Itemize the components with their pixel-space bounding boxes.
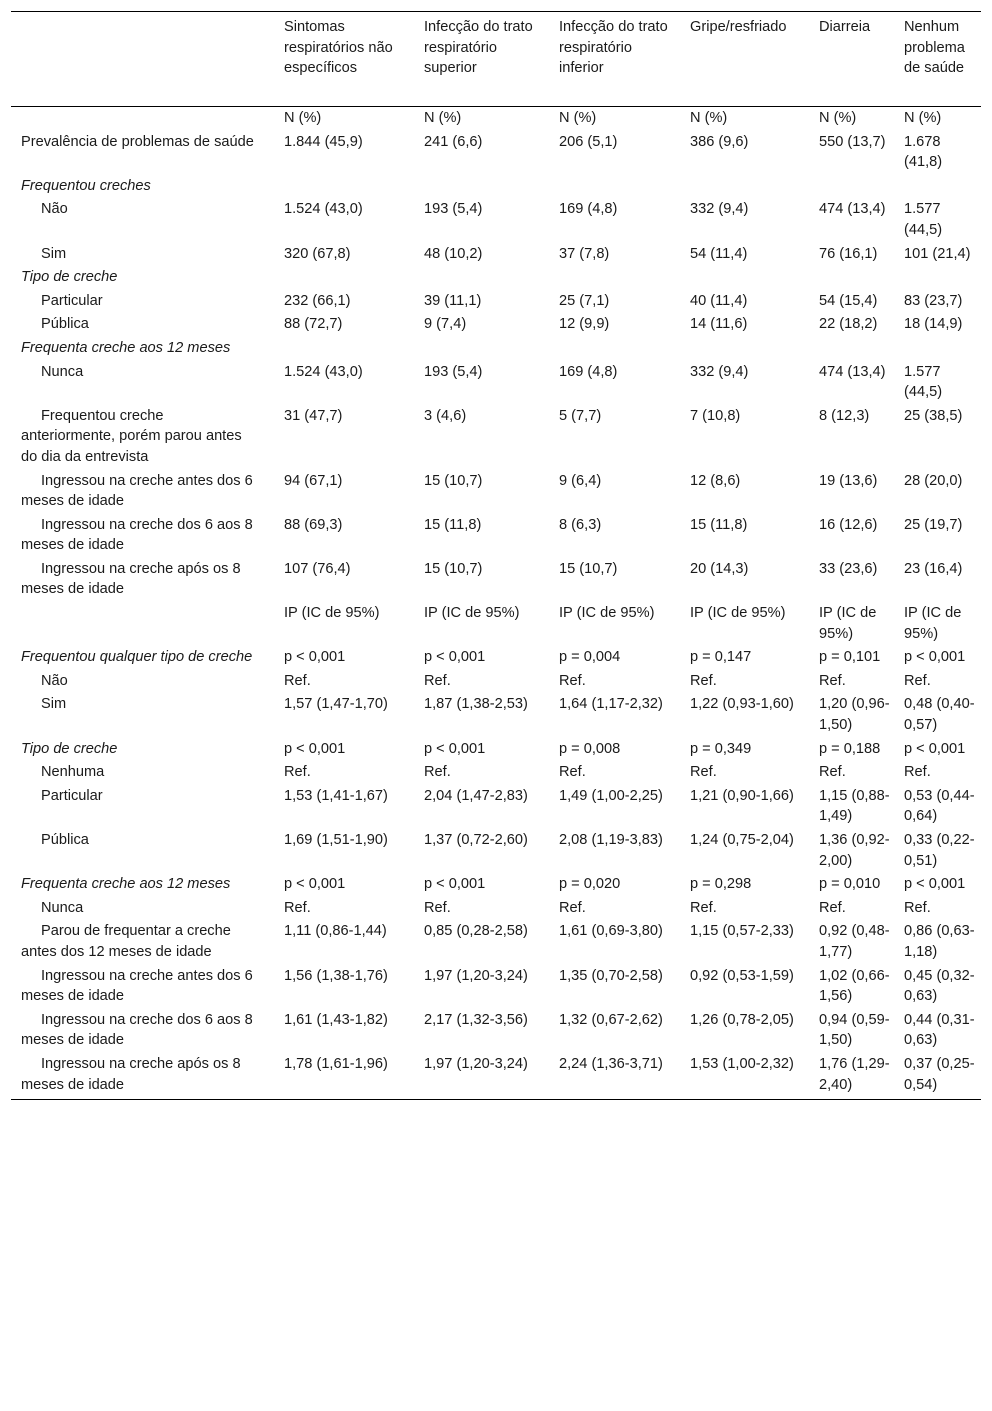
table-cell: [809, 175, 894, 199]
table-cell: 20 (14,3): [690, 560, 749, 577]
table-cell: 1,64 (1,17-2,32): [559, 696, 663, 713]
table-cell: 15 (10,7): [559, 560, 618, 577]
table-cell: 1,37 (0,72-2,60): [424, 832, 528, 848]
table-cell: Ref.: [690, 764, 717, 781]
table-cell: Ref.: [819, 672, 846, 689]
table-cell: [680, 337, 809, 361]
table-cell: Ref.: [424, 764, 451, 781]
table-row: [11, 1053, 981, 1100]
table-cell: 1,21 (0,90-1,66): [690, 787, 794, 804]
table-cell: 320 (67,8): [284, 245, 351, 262]
table-cell: p = 0,004: [559, 649, 621, 666]
row-label: Pública: [41, 832, 89, 848]
table-cell: [680, 175, 809, 199]
table-cell: 1,49 (1,00-2,25): [559, 787, 663, 804]
table-row: [11, 829, 981, 873]
table-cell: 1,24 (0,75-2,04): [690, 832, 794, 848]
table-cell: 1,15 (0,57-2,33): [690, 923, 794, 940]
table-cell: [549, 337, 680, 361]
table-cell: Ref.: [819, 764, 846, 781]
table-cell: 1.524 (43,0): [284, 201, 363, 218]
table-cell: p = 0,010: [819, 876, 881, 893]
row-label: Sim: [41, 245, 67, 262]
table-cell: 332 (9,4): [690, 201, 749, 218]
table-cell: [549, 175, 680, 199]
table-cell: 232 (66,1): [284, 292, 351, 309]
table-cell: 33 (23,6): [819, 560, 878, 577]
table-cell: 1,97 (1,20-3,24): [424, 967, 528, 984]
table-cell: Ref.: [284, 672, 311, 689]
row-label: Frequenta creche aos 12 meses: [21, 339, 231, 356]
header-cell: Gripe/resfriado: [690, 19, 787, 35]
table-cell: 15 (10,7): [424, 560, 483, 577]
table-cell: N (%): [284, 110, 322, 126]
table-cell: 5 (7,7): [559, 407, 602, 424]
table-cell: 88 (69,3): [284, 516, 343, 533]
table-cell: 7 (10,8): [690, 407, 741, 424]
table-row: [11, 175, 981, 199]
table-cell: 2,24 (1,36-3,71): [559, 1055, 663, 1072]
table-cell: 3 (4,6): [424, 407, 467, 424]
row-label: Nenhuma: [41, 764, 105, 781]
row-label: Não: [41, 201, 68, 218]
table-row: [11, 243, 981, 267]
table-row: [11, 313, 981, 337]
row-label: [11, 602, 274, 646]
table-cell: Ref.: [904, 899, 931, 916]
table-cell: p = 0,101: [819, 649, 881, 666]
table-cell: 0,85 (0,28-2,58): [424, 923, 528, 940]
table-cell: 386 (9,6): [690, 133, 749, 150]
row-label: Ingressou na creche após os 8 meses de idade: [21, 560, 241, 598]
table-cell: [274, 175, 414, 199]
table-cell: 101 (21,4): [904, 245, 971, 262]
row-label: [11, 107, 274, 131]
table-row: [11, 361, 981, 405]
table-cell: 332 (9,4): [690, 363, 749, 380]
table-cell: 54 (11,4): [690, 245, 748, 262]
results-table: [11, 11, 981, 1100]
table-cell: 241 (6,6): [424, 133, 483, 150]
table-row: [11, 785, 981, 829]
table-cell: 1.844 (45,9): [284, 133, 363, 150]
table-cell: 9 (7,4): [424, 316, 467, 333]
table-cell: 0,92 (0,53-1,59): [690, 967, 794, 984]
table-cell: 1,15 (0,88-1,49): [819, 787, 890, 825]
table-cell: [894, 266, 981, 290]
table-cell: IP (IC de 95%): [559, 605, 655, 622]
row-label: Tipo de creche: [21, 269, 118, 286]
row-label: Nunca: [41, 899, 84, 916]
table-cell: 14 (11,6): [690, 316, 748, 333]
table-cell: 54 (15,4): [819, 292, 878, 309]
table-cell: N (%): [690, 110, 728, 126]
table-row: [11, 405, 981, 470]
table-row: [11, 965, 981, 1009]
table-row: [11, 920, 981, 964]
table-cell: [549, 266, 680, 290]
header-row: [11, 12, 981, 107]
table-cell: Ref.: [424, 899, 451, 916]
row-label: Ingressou na creche dos 6 aos 8 meses de idade: [21, 1011, 253, 1049]
row-label: Ingressou na creche dos 6 aos 8 meses de idade: [21, 516, 253, 554]
table-cell: 1,69 (1,51-1,90): [284, 832, 388, 848]
table-cell: p < 0,001: [904, 649, 966, 666]
table-cell: p = 0,008: [559, 740, 621, 757]
table-cell: 1,32 (0,67-2,62): [559, 1011, 663, 1028]
header-cell: Nenhum problema de saúde: [904, 19, 965, 77]
table-cell: 1,26 (0,78-2,05): [690, 1011, 794, 1028]
header-cell: [11, 12, 274, 107]
table-cell: p = 0,298: [690, 876, 752, 893]
table-cell: [274, 266, 414, 290]
table-cell: 1,87 (1,38-2,53): [424, 696, 528, 713]
table-row: [11, 290, 981, 314]
table-cell: p < 0,001: [424, 649, 486, 666]
table-cell: 1,53 (1,00-2,32): [690, 1055, 794, 1072]
header-cell: Infecção do trato respiratório superior: [424, 19, 533, 77]
table-cell: 474 (13,4): [819, 201, 886, 218]
table-cell: 1,76 (1,29-2,40): [819, 1055, 890, 1093]
table-cell: 193 (5,4): [424, 363, 483, 380]
table-cell: 0,33 (0,22-0,51): [904, 832, 975, 869]
row-label: Nunca: [41, 363, 84, 380]
table-cell: 25 (38,5): [904, 407, 963, 424]
row-label: Tipo de creche: [21, 740, 118, 757]
table-row: [11, 738, 981, 762]
table-cell: 193 (5,4): [424, 201, 483, 218]
table-cell: [894, 175, 981, 199]
table-row: [11, 558, 981, 602]
table-header: [11, 12, 981, 107]
table-row: [11, 693, 981, 737]
table-row: [11, 646, 981, 670]
row-label: Frequentou creche anteriormente, porém parou antes do dia da entrevista: [21, 407, 242, 465]
table-row: [11, 266, 981, 290]
table-row: [11, 602, 981, 646]
header-cell: Infecção do trato respiratório inferior: [559, 19, 668, 77]
table-row: [11, 514, 981, 558]
table-body: [11, 107, 981, 1100]
table-row: [11, 107, 981, 131]
table-row: [11, 470, 981, 514]
table-cell: 474 (13,4): [819, 363, 886, 380]
table-cell: 169 (4,8): [559, 363, 618, 380]
table-row: [11, 337, 981, 361]
row-label: Pública: [41, 316, 89, 333]
table-cell: 12 (8,6): [690, 472, 741, 489]
table-cell: 39 (11,1): [424, 292, 482, 309]
row-label: Particular: [41, 292, 103, 309]
table-cell: Ref.: [819, 899, 846, 916]
table-row: [11, 761, 981, 785]
header-cell: Sintomas respiratórios não específicos: [284, 19, 393, 77]
table-cell: 18 (14,9): [904, 316, 963, 333]
row-label: Parou de frequentar a creche antes dos 12 meses de idade: [21, 923, 231, 960]
table-cell: N (%): [424, 110, 462, 126]
table-cell: 1,57 (1,47-1,70): [284, 696, 388, 713]
table-cell: 0,48 (0,40-0,57): [904, 696, 975, 734]
table-cell: N (%): [904, 110, 942, 126]
table-cell: 48 (10,2): [424, 245, 483, 262]
table-cell: 1,36 (0,92-2,00): [819, 832, 890, 869]
table-cell: 2,17 (1,32-3,56): [424, 1011, 528, 1028]
table-cell: 1,61 (1,43-1,82): [284, 1011, 388, 1028]
table-cell: IP (IC de 95%): [819, 605, 877, 642]
row-label: Ingressou na creche antes dos 6 meses de idade: [21, 967, 253, 1005]
table-cell: p < 0,001: [284, 649, 346, 666]
table-cell: 1,97 (1,20-3,24): [424, 1055, 528, 1072]
table-row: [11, 198, 981, 242]
table-cell: [414, 175, 549, 199]
table-cell: 1,35 (0,70-2,58): [559, 967, 663, 984]
table-cell: p = 0,188: [819, 740, 881, 757]
table-cell: 1,61 (0,69-3,80): [559, 923, 663, 940]
table-cell: Ref.: [559, 672, 586, 689]
table-cell: 76 (16,1): [819, 245, 878, 262]
table-cell: 0,53 (0,44-0,64): [904, 787, 975, 825]
table-cell: 31 (47,7): [284, 407, 343, 424]
table-cell: 0,92 (0,48-1,77): [819, 923, 890, 960]
row-label: Sim: [41, 696, 67, 713]
table-cell: 2,04 (1,47-2,83): [424, 787, 528, 804]
table-cell: 15 (11,8): [424, 516, 482, 533]
table-cell: p < 0,001: [284, 876, 346, 893]
table-cell: 15 (10,7): [424, 472, 483, 489]
table-cell: 1.577 (44,5): [904, 363, 943, 401]
table-cell: Ref.: [690, 899, 717, 916]
table-cell: [894, 337, 981, 361]
table-cell: Ref.: [559, 764, 586, 781]
row-label: Não: [41, 672, 68, 689]
table-cell: 1,02 (0,66-1,56): [819, 967, 890, 1005]
table-cell: 37 (7,8): [559, 245, 610, 262]
table-cell: 19 (13,6): [819, 472, 878, 489]
table-cell: IP (IC de 95%): [424, 605, 520, 622]
table-cell: 83 (23,7): [904, 292, 963, 309]
table-cell: 107 (76,4): [284, 560, 351, 577]
table-cell: 2,08 (1,19-3,83): [559, 832, 663, 848]
table-cell: 28 (20,0): [904, 472, 963, 489]
row-label: Frequenta creche aos 12 meses: [21, 876, 231, 893]
table-cell: p < 0,001: [284, 740, 346, 757]
table-cell: IP (IC de 95%): [690, 605, 786, 622]
table-cell: 206 (5,1): [559, 133, 618, 150]
table-cell: 8 (12,3): [819, 407, 870, 424]
table-row: [11, 131, 981, 175]
row-label: Frequentou qualquer tipo de creche: [21, 649, 253, 666]
table-cell: 1,53 (1,41-1,67): [284, 787, 388, 804]
table-cell: 16 (12,6): [819, 516, 878, 533]
table-cell: p = 0,349: [690, 740, 752, 757]
table-cell: 25 (19,7): [904, 516, 963, 533]
table-cell: 0,44 (0,31-0,63): [904, 1011, 975, 1049]
table-cell: N (%): [819, 110, 857, 126]
table-row: [11, 670, 981, 694]
table-cell: 1.577 (44,5): [904, 201, 943, 238]
table-cell: [414, 337, 549, 361]
table-cell: 94 (67,1): [284, 472, 343, 489]
header-cell: Diarreia: [819, 19, 871, 35]
table-cell: Ref.: [284, 899, 311, 916]
table-cell: Ref.: [904, 764, 931, 781]
table-cell: 23 (16,4): [904, 560, 963, 577]
table-cell: [809, 266, 894, 290]
table-row: [11, 897, 981, 921]
table-cell: 1.524 (43,0): [284, 363, 363, 380]
table-cell: p < 0,001: [904, 740, 966, 757]
table-cell: [680, 266, 809, 290]
table-cell: p = 0,147: [690, 649, 752, 666]
table-cell: 1,20 (0,96-1,50): [819, 696, 890, 734]
table-cell: 169 (4,8): [559, 201, 618, 218]
table-cell: 40 (11,4): [690, 292, 748, 309]
table-cell: 0,37 (0,25-0,54): [904, 1055, 975, 1093]
table-cell: Ref.: [904, 672, 931, 689]
table-cell: 0,86 (0,63-1,18): [904, 923, 975, 960]
table-row: [11, 1009, 981, 1053]
table-cell: [809, 337, 894, 361]
table-cell: Ref.: [690, 672, 717, 689]
table-cell: 1,78 (1,61-1,96): [284, 1055, 388, 1072]
table-cell: 1.678 (41,8): [904, 133, 943, 171]
table-cell: 15 (11,8): [690, 516, 748, 533]
row-label: Particular: [41, 787, 103, 804]
table-cell: 12 (9,9): [559, 316, 610, 333]
row-label: Ingressou na creche antes dos 6 meses de idade: [21, 472, 253, 510]
table-cell: 22 (18,2): [819, 316, 878, 333]
table-cell: 88 (72,7): [284, 316, 343, 333]
table-cell: [414, 266, 549, 290]
table-cell: N (%): [559, 110, 597, 126]
table-cell: IP (IC de 95%): [284, 605, 380, 622]
table-cell: 1,56 (1,38-1,76): [284, 967, 388, 984]
table-cell: 25 (7,1): [559, 292, 610, 309]
table-cell: p < 0,001: [424, 876, 486, 893]
table-row: [11, 873, 981, 897]
table-cell: [274, 337, 414, 361]
table-cell: 550 (13,7): [819, 133, 886, 150]
table-cell: Ref.: [424, 672, 451, 689]
table-cell: 0,94 (0,59-1,50): [819, 1011, 890, 1049]
table-cell: Ref.: [559, 899, 586, 916]
table-cell: 1,22 (0,93-1,60): [690, 696, 794, 713]
row-label: Frequentou creches: [21, 177, 151, 194]
table-cell: p < 0,001: [904, 876, 966, 893]
table-cell: p < 0,001: [424, 740, 486, 757]
table-cell: 1,11 (0,86-1,44): [284, 923, 387, 940]
table-cell: Ref.: [284, 764, 311, 781]
table-cell: 8 (6,3): [559, 516, 602, 533]
table-cell: 0,45 (0,32-0,63): [904, 967, 975, 1005]
row-label: Ingressou na creche após os 8 meses de idade: [21, 1055, 241, 1093]
table-cell: p = 0,020: [559, 876, 621, 893]
row-label: Prevalência de problemas de saúde: [21, 133, 254, 150]
table-cell: IP (IC de 95%): [904, 605, 962, 642]
table-cell: 9 (6,4): [559, 472, 602, 489]
